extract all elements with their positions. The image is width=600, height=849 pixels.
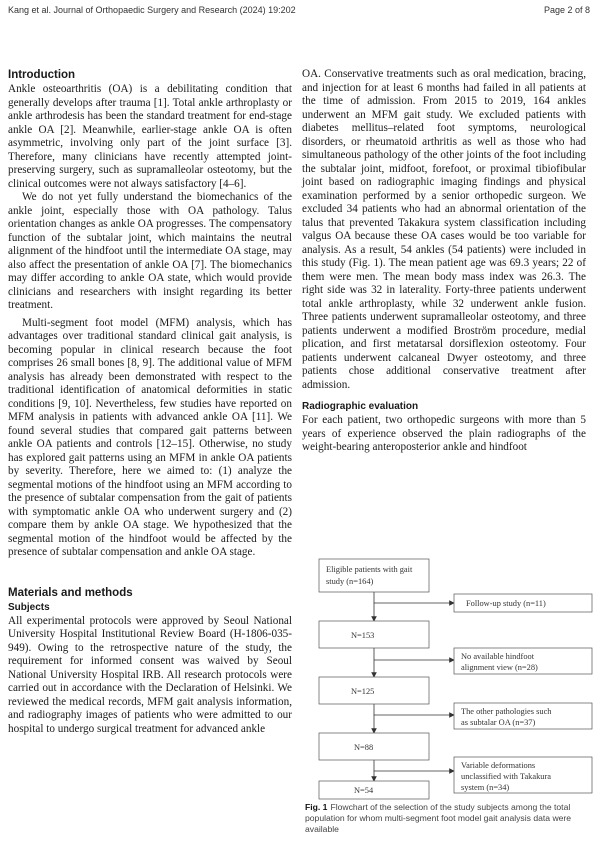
eligible-label-1: Eligible patients with gait xyxy=(326,565,413,574)
box-n54 xyxy=(319,781,429,799)
n153-label: N=153 xyxy=(351,631,375,640)
caption-text: Flowchart of the selection of the study subjects among the total population for whom multi-segment foot model gait analysis data were available xyxy=(305,802,572,834)
n54-label: N=54 xyxy=(354,786,374,795)
page-number: Page 2 of 8 xyxy=(543,5,590,15)
running-head: Kang et al. Journal of Orthopaedic Surgery and Research (2024) 19:202 xyxy=(8,5,296,15)
intro-paragraph-2: We do not yet fully understand the biomechanics of the ankle joint, especially those with OA pathology. Talus orientation changes as ankle OA progresses. The compensatory function of the subtalar joint, which maintains the neutral alignment of the hindfoot until the intermediate OA stage, may also affect the presentation of ankle OA [7]. The biomechanics may differ according to ankle OA state, which would provide clinicians and researchers with insight regarding its better treatment. xyxy=(8,191,292,311)
figure-1-flowchart xyxy=(304,555,596,800)
subjects-heading: Subjects xyxy=(8,601,50,613)
hindfoot-label-1: No available hindfoot xyxy=(461,652,535,661)
radiographic-paragraph: For each patient, two orthopedic surgeons with more than 5 years of experience observed the plain radiographs of the weight-bearing anteroposterior ankle and hindfoot xyxy=(302,414,586,453)
hindfoot-label-2: alignment view (n=28) xyxy=(461,663,538,672)
variable-label-1: Variable deformations xyxy=(461,761,536,770)
right-column xyxy=(302,68,586,455)
figure-1-caption xyxy=(305,802,595,835)
eligible-label-2: study (n=164) xyxy=(326,577,374,586)
methods-heading: Materials and methods xyxy=(8,586,133,599)
intro-paragraph-1: Ankle osteoarthritis (OA) is a debilitating condition that generally develops after trauma [1]. Total ankle arthroplasty or ankle arthrodesis has been the standard treatment for end-stage ankle OA [2]. Meanwhile, earlier-stage ankle OA is often asymmetric, involving only part of the joint surface [3]. Therefore, many clinicians have recently attempted joint-preserving surgery, such as supramalleolar osteotomy, but the clinical outcomes were not always satisfactory [4–6]. xyxy=(8,83,292,190)
pathologies-label-1: The other pathologies such xyxy=(461,707,552,716)
left-column xyxy=(8,68,292,736)
subjects-paragraph-continued: OA. Conservative treatments such as oral medication, bracing, and injection for at least 6 months had failed in all patients at the time of admission. From 2015 to 2019, 164 ankles underwent an MFM gait study. We excluded patients with diabetes mellitus–related foot symptoms, neurological disorders, or rheumatoid arthritis as well as those who had simultaneous pathology of the other joints of the foot including the subtalar joint, midfoot, forefoot, or proximal tibiofibular joint based on radiographic imaging findings and physical examination performed by a senior orthopedic surgeon. We excluded 34 patients who had an abnormal orientation of the talus that prevented Takakura system classification including valgus OA because these OA cases would be too variable for analysis. As a result, 54 ankles (54 patients) were included in this study (Fig. 1). The mean patient age was 69.3 years; 22 of them were men. The mean body mass index was 26.3. The right side was 32 in laterality. Forty-three patients underwent total ankle arthroplasty, while 32 underwent ankle fusion. Three patients underwent supramalleolar osteotomy, and three patients underwent a modified Broström procedure, medial plication, and first metatarsal dorsiflexion osteotomy. Four patients underwent calcaneal Dwyer osteotomy, and three patients chose additional conservative treatment after admission. xyxy=(302,68,586,391)
followup-label: Follow-up study (n=11) xyxy=(466,599,546,608)
variable-label-2: unclassified with Takakura xyxy=(461,772,551,781)
subjects-paragraph-start: All experimental protocols were approved by Seoul National University Hospital Institutional Review Board (H-1806-035-949). Owing to the retrospective nature of the study, the requirement for informed consent was waived by Seoul National University Hospital IRB. All research protocols were carried out in accordance with the Declaration of Helsinki. We reviewed the medical records, MFM gait analysis information, and radiography images of patients who were admitted to our hospital to undergo surgical treatment for advanced ankle xyxy=(8,614,292,735)
introduction-heading: Introduction xyxy=(8,69,76,81)
radiographic-heading: Radiographic evaluation xyxy=(302,401,419,412)
n125-label: N=125 xyxy=(351,687,375,696)
intro-paragraph-3: Multi-segment foot model (MFM) analysis, which has advantages over traditional standard clinical gait analysis, is becoming popular in clinical research because the foot comprises 26 small bones [8, 9]. The additional value of MFM analysis has already been demonstrated with respect to the traditional identification of anatomical deformities in static conditions [9, 10]. Nevertheless, few studies have reported on MFM analysis in patients with advanced ankle OA [11]. We found several studies that compared gait patterns between ankle OA patients and controls [12–15]. Otherwise, no study has explored gait patterns using an MFM in ankle OA patients by severity. Therefore, here we aimed to: (1) analyze the segmental motions of the hindfoot using an MFM according to the presence of subtalar compensation from the gait of patients with symptomatic ankle OA who underwent surgery and (2) compare them by ankle OA stage. We hypothesized that the segmental motion of the hindfoot would be affected by the presence of subtalar compensation and ankle OA stage. xyxy=(8,316,292,558)
box-n88 xyxy=(319,733,429,760)
caption-label: Fig. 1 xyxy=(305,802,328,812)
variable-label-3: system (n=34) xyxy=(461,783,510,792)
pathologies-label-2: as subtalar OA (n=37) xyxy=(461,718,536,727)
box-eligible-patients xyxy=(319,559,429,592)
n88-label: N=88 xyxy=(354,743,374,752)
